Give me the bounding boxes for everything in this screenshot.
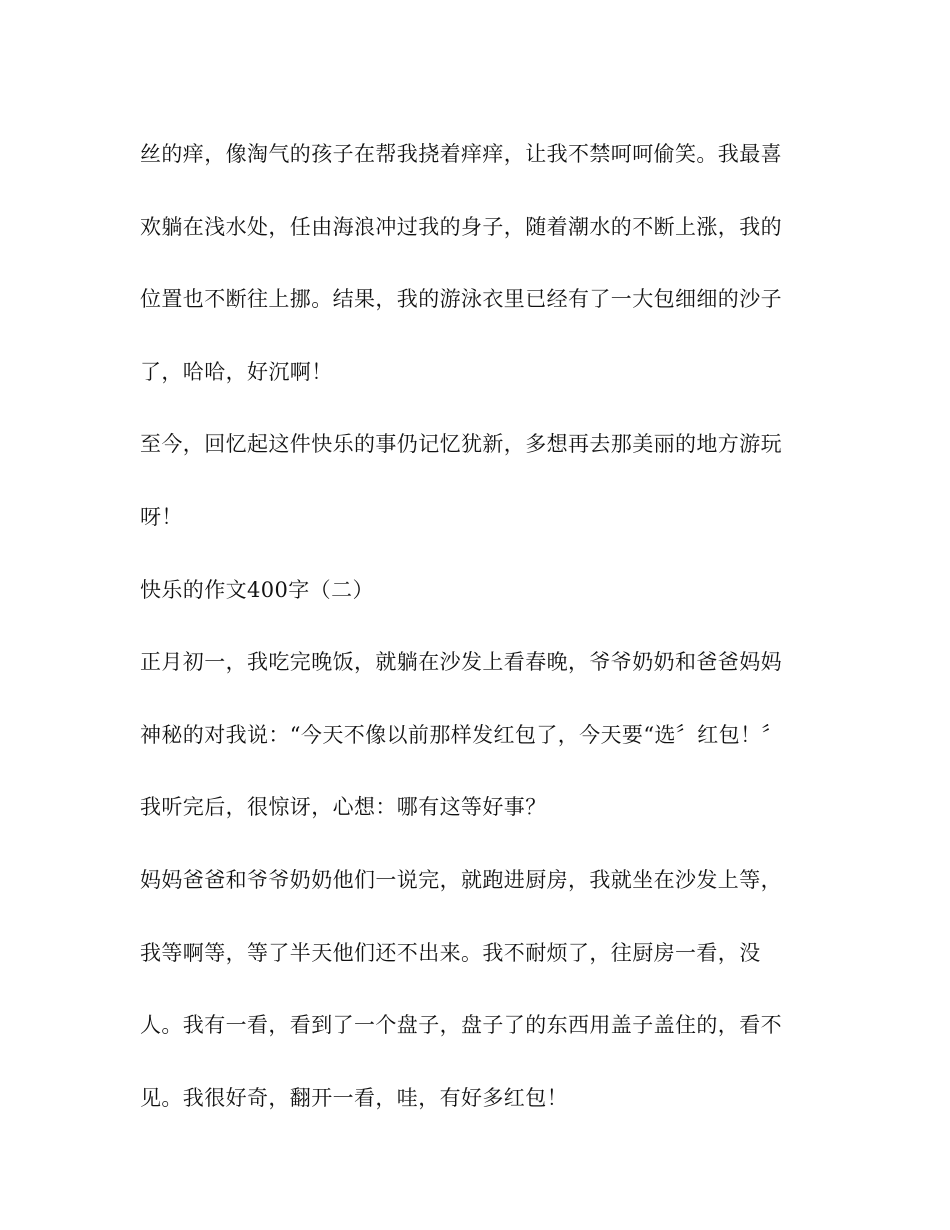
text-line-8: 正月初一，我吃完晚饭，就躺在沙发上看春晚，爷爷奶奶和爸爸妈妈 [140, 650, 782, 675]
section-heading: 快乐的作文400字（二） [140, 577, 374, 602]
text-line-3: 位置也不断往上挪。结果，我的游泳衣里已经有了一大包细细的沙子 [140, 287, 782, 312]
text-line-10: 我听完后，很惊讶，心想：哪有这等好事？ [140, 795, 547, 820]
text-line-9: 神秘的对我说：“今天不像以前那样发红包了，今天要“选〞红包！〞 [140, 722, 783, 747]
text-line-12: 我等啊等，等了半天他们还不出来。我不耐烦了，往厨房一看，没 [140, 940, 761, 965]
text-line-1: 丝的痒，像淘气的孩子在帮我挠着痒痒，让我不禁呵呵偷笑。我最喜 [140, 142, 782, 166]
body-text [140, 118, 800, 1134]
text-line-6: 呀！ [140, 504, 183, 529]
text-line-5: 至今，回忆起这件快乐的事仍记忆犹新，多想再去那美丽的地方游玩 [140, 432, 782, 457]
text-line-4: 了，哈哈，好沉啊！ [140, 359, 333, 384]
text-line-13: 人。我有一看，看到了一个盘子，盘子了的东西用盖子盖住的，看不 [140, 1013, 782, 1038]
text-line-11: 妈妈爸爸和爷爷奶奶他们一说完，就跑进厨房，我就坐在沙发上等， [140, 867, 782, 892]
text-line-2: 欢躺在浅水处，任由海浪冲过我的身子，随着潮水的不断上涨，我的 [140, 214, 782, 239]
text-line-14: 见。我很好奇，翻开一看，哇，有好多红包！ [140, 1085, 568, 1110]
